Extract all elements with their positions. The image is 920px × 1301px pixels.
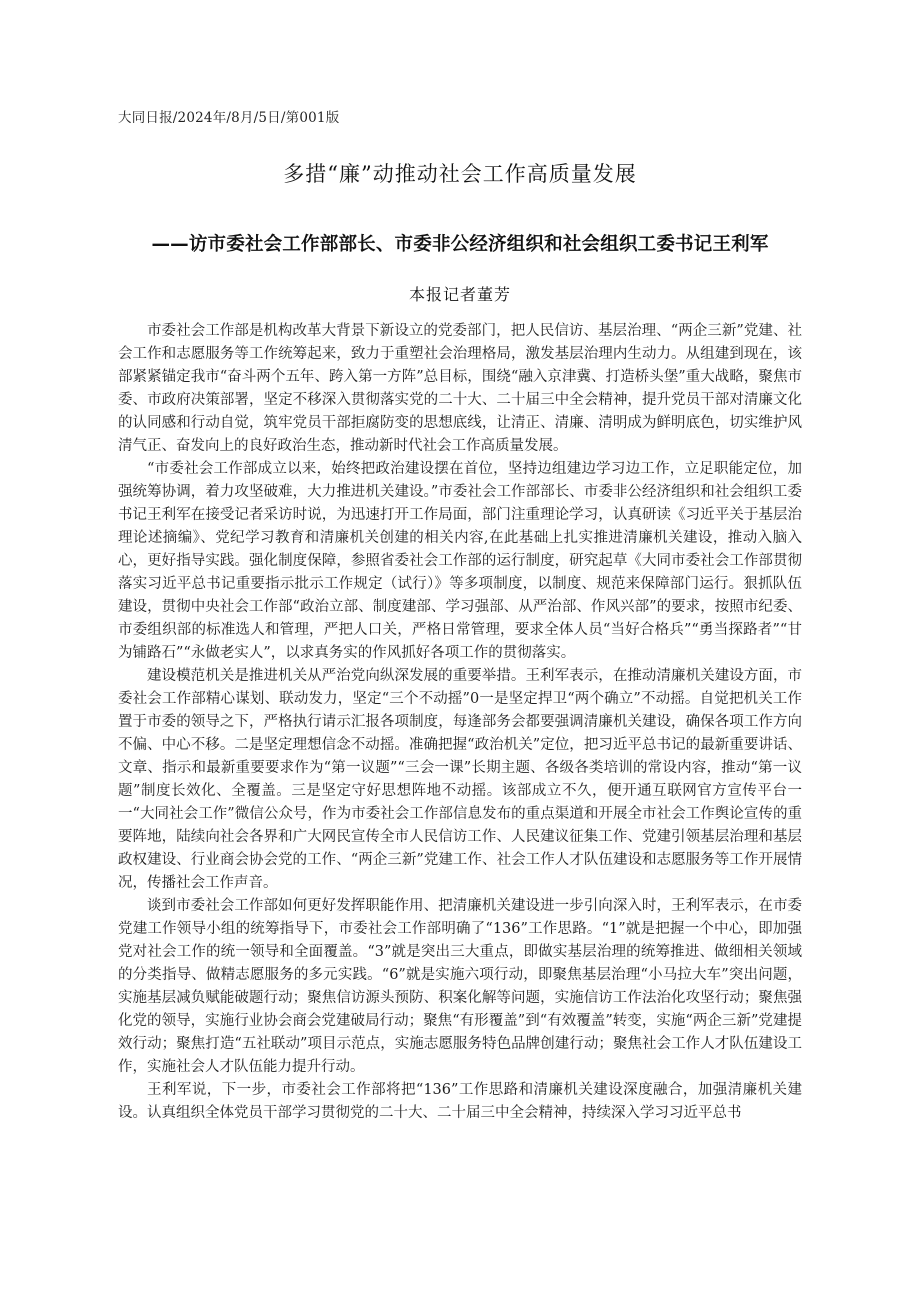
article-paragraph: 王利军说，下一步，市委社会工作部将把“136”工作思路和清廉机关建设深度融合，加强清廉机关建设。认真组织全体党员干部学习贯彻党的二十大、二十届三中全会精神，持续深入学习习近平总书	[118, 1082, 802, 1121]
article-subtitle: ——访市委社会工作部部长、市委非公经济组织和社会组织工委书记王利军	[151, 234, 769, 255]
article-title: 多措“廉”动推动社会工作高质量发展	[283, 162, 637, 186]
article-paragraph: 建设模范机关是推进机关从严治党向纵深发展的重要举措。王利军表示，在推动清廉机关建设方面，市委社会工作部精心谋划、联动发力，坚定“三个不动摇”0一是坚定捍卫“两个确立”不动摇。自觉把机关工作置于市委的领导之下，严格执行请示汇报各项制度，每逢部务会都要强调清廉机关建设，确保各项工作方向不偏、中心不移。二是坚定理想信念不动摇。准确把握“政治机关”定位，把习近平总书记的最新重要讲话、文章、指示和最新重要要求作为“第一议题”“三会一课”长期主题、各级各类培训的常设内容，推动“第一议题”制度长效化、全覆盖。三是坚定守好思想阵地不动摇。该部成立不久，便开通互联网官方宣传平台一一“大同社会工作”微信公众号，作为市委社会工作部信息发布的重点渠道和开展全市社会工作舆论宣传的重要阵地，陆续向社会各界和广大网民宣传全市人民信访工作、人民建议征集工作、党建引领基层治理和基层政权建设、行业商会协会党的工作、“两企三新”党建工作、社会工作人才队伍建设和志愿服务等工作开展情况，传播社会工作声音。	[118, 668, 802, 891]
article-paragraph: 谈到市委社会工作部如何更好发挥职能作用、把清廉机关建设进一步引向深入时，王利军表示，在市委党建工作领导小组的统筹指导下，市委社会工作部明确了“136”工作思路。“1”就是把握一个中心，即加强党对社会工作的统一领导和全面覆盖。“3”就是突出三大重点，即做实基层治理的统筹推进、做细相关领域的分类指导、做精志愿服务的多元实践。“6”就是实施六项行动，即聚焦基层治理“小马拉大车”突出问题，实施基层减负赋能破题行动；聚焦信访源头预防、积案化解等问题，实施信访工作法治化攻坚行动；聚焦强化党的领导，实施行业协会商会党建破局行动；聚焦“有形覆盖”到“有效覆盖”转变，实施“两企三新”党建提效行动；聚焦打造“五社联动”项目示范点，实施志愿服务特色品牌创建行动；聚焦社会工作人才队伍建设工作，实施社会人才队伍能力提升行动。	[118, 898, 802, 1075]
article-body	[118, 320, 802, 1301]
article-paragraph: “市委社会工作部成立以来，始终把政治建设摆在首位，坚持边组建边学习边工作，立足职能定位，加强统筹协调，着力攻坚破难，大力推进机关建设。”市委社会工作部部长、市委非公经济组织和社会组织工委书记王利军在接受记者采访时说，为迅速打开工作局面，部门注重理论学习，认真研读《习近平关于基层治理论述摘编》、党纪学习教育和清廉机关创建的相关内容,在此基础上扎实推进清廉机关建设，推动入脑入心，更好指导实践。强化制度保障，参照省委社会工作部的运行制度，研究起草《大同市委社会工作部贯彻落实习近平总书记重要指示批示工作规定（试行）》等多项制度，以制度、规范来保障部门运行。狠抓队伍建设，贯彻中央社会工作部“政治立部、制度建部、学习强部、从严治部、作风兴部”的要求，按照市纪委、市委组织部的标准选人和管理，严把人口关，严格日常管理，要求全体人员“当好合格兵”“勇当探路者”“甘为铺路石”“永做老实人”，以求真务实的作风抓好各项工作的贯彻落实。	[118, 461, 802, 661]
article-paragraph: 市委社会工作部是机构改革大背景下新设立的党委部门，把人民信访、基层治理、“两企三新”党建、社会工作和志愿服务等工作统筹起来，致力于重塑社会治理格局，激发基层治理内生动力。从组建到现在，该部紧紧锚定我市“奋斗两个五年、跨入第一方阵”总目标，围绕“融入京津冀、打造桥头堡”重大战略，聚焦市委、市政府决策部署，坚定不移深入贯彻落实党的二十大、二十届三中全会精神，提升党员干部对清廉文化的认同感和行动自觉，筑牢党员干部拒腐防变的思想底线，让清正、清廉、清明成为鲜明底色，切实维护风清气正、奋发向上的良好政治生态，推动新时代社会工作高质量发展。	[118, 323, 802, 454]
newspaper-source-line: 大同日报/2024年/8月/5日/第001版	[118, 110, 340, 126]
article-byline: 本报记者董芳	[408, 285, 511, 304]
